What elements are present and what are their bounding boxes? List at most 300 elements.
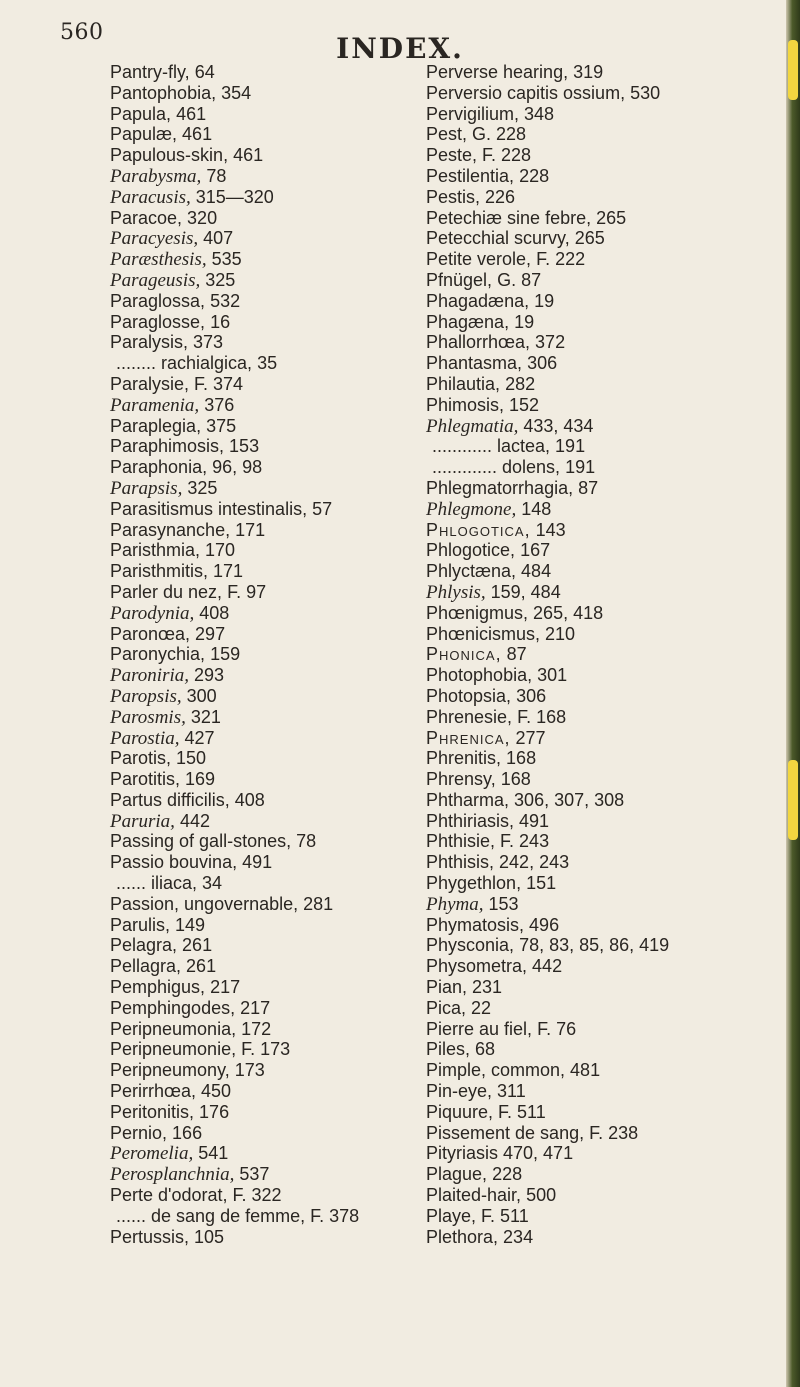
page-reference: 373 — [188, 332, 224, 353]
page-reference: 442 — [527, 956, 563, 977]
index-term: Peripneumony, — [110, 1060, 230, 1081]
index-entry — [110, 1102, 450, 1123]
index-entry — [110, 1143, 450, 1164]
page-reference: 375 — [201, 415, 237, 436]
index-entry — [110, 457, 450, 478]
page-reference: 282 — [500, 373, 536, 394]
index-term: Paramenia, — [110, 394, 200, 416]
index-entry — [426, 998, 766, 1019]
page-reference: 228 — [487, 1164, 523, 1185]
page-reference: 530 — [625, 82, 661, 103]
index-entry — [426, 1060, 766, 1081]
index-term: Phœnigmus, — [426, 602, 529, 623]
page-reference: 300 — [181, 685, 217, 706]
index-term: Partus difficilis, — [110, 789, 230, 810]
page-reference: 442 — [174, 810, 210, 831]
page-reference: 427 — [179, 727, 215, 748]
page-reference: F. 511 — [493, 1101, 546, 1122]
index-term: Parodynia, — [110, 602, 195, 624]
index-entry — [426, 1039, 766, 1060]
index-entry — [426, 520, 766, 541]
index-entry — [110, 208, 450, 229]
index-term: Peripneumonia, — [110, 1018, 237, 1039]
index-entry — [426, 1206, 766, 1227]
index-term: Phlegmatorrhagia, — [426, 477, 574, 498]
page-reference: 311 — [492, 1081, 526, 1102]
index-entry — [426, 686, 766, 707]
page-reference: 306, 307, 308 — [509, 789, 625, 810]
index-term: Paracoe, — [110, 207, 183, 228]
index-entry — [110, 665, 450, 686]
page-reference: 150 — [171, 748, 207, 769]
page-reference: F. 243 — [495, 831, 550, 852]
index-term: Peromelia, — [110, 1143, 194, 1165]
page-reference: 261 — [177, 935, 213, 956]
page-reference: 64 — [189, 62, 215, 82]
page-reference: 433, 434 — [518, 415, 594, 436]
page-reference: 297 — [190, 623, 226, 644]
index-term: Parasynanche, — [110, 519, 231, 540]
index-entry — [110, 582, 450, 603]
page-reference: F. 168 — [512, 706, 567, 727]
index-entry — [110, 790, 450, 811]
index-term: Phrensy, — [426, 769, 496, 790]
index-term: Phonica, — [426, 644, 502, 665]
index-term: Plethora, — [426, 1226, 499, 1247]
index-entry — [110, 374, 450, 395]
index-entry — [110, 83, 450, 104]
page-reference: G. 228 — [467, 124, 527, 145]
index-term: Passing of gall-stones, — [110, 831, 292, 852]
index-entry — [110, 998, 450, 1019]
page-reference: 281 — [298, 893, 334, 914]
index-entry — [426, 977, 766, 998]
index-term: Phlegmone, — [426, 498, 517, 520]
page-reference: 152 — [504, 394, 540, 415]
page-reference: 171 — [230, 519, 266, 540]
index-term: Phallorrhœa, — [426, 332, 531, 353]
page-reference: 151 — [521, 873, 557, 894]
index-term: Paræsthesis, — [110, 249, 207, 271]
index-entry — [110, 915, 450, 936]
index-entry — [426, 915, 766, 936]
page-reference: 408 — [194, 602, 230, 623]
index-term: Paracusis, — [110, 186, 191, 208]
index-term: Philautia, — [426, 373, 501, 394]
index-entry — [110, 124, 450, 145]
index-term: Paristhmitis, — [110, 561, 209, 582]
index-entry — [426, 1143, 766, 1164]
page-reference: 19 — [529, 290, 555, 311]
index-term: Parabysma, — [110, 165, 202, 187]
page-reference: 376 — [199, 394, 235, 415]
index-entry — [426, 291, 766, 312]
index-entry — [426, 166, 766, 187]
page-reference: 78 — [291, 831, 317, 852]
page-reference: 96, 98 — [207, 457, 263, 478]
index-entry — [110, 436, 450, 457]
page-reference: 315—320 — [190, 186, 274, 207]
index-term: Pica, — [426, 997, 467, 1018]
page-reference: 148 — [516, 498, 552, 519]
index-term: Paraplegia, — [110, 415, 202, 436]
index-entry — [426, 1185, 766, 1206]
page-reference: 210 — [540, 623, 576, 644]
page-reference: 217 — [235, 997, 271, 1018]
page-reference: 159 — [205, 644, 241, 665]
page-reference: F. 97 — [222, 581, 267, 602]
index-entry — [426, 187, 766, 208]
index-entry — [110, 686, 450, 707]
index-entry — [110, 187, 450, 208]
index-term: Phygethlon, — [426, 873, 522, 894]
index-entry — [426, 1164, 766, 1185]
index-entry — [110, 1185, 450, 1206]
index-entry — [110, 956, 450, 977]
index-term: Paruria, — [110, 810, 175, 832]
index-term: Physconia, — [426, 935, 515, 956]
index-term: Phthisis, — [426, 852, 495, 873]
index-term: Petechiæ sine febre, — [426, 207, 592, 228]
index-term: Pellagra, — [110, 956, 182, 977]
page-reference: F. 374 — [189, 373, 244, 394]
index-entry — [426, 624, 766, 645]
index-term: ............ lactea, — [432, 436, 551, 457]
index-term: Pemphingodes, — [110, 997, 236, 1018]
index-term: Pantry-fly, — [110, 62, 190, 82]
edge-highlight — [788, 40, 798, 100]
index-term: Phlegmatia, — [426, 415, 519, 437]
page-reference: 293 — [189, 665, 225, 686]
page-reference: 226 — [480, 186, 516, 207]
index-entry — [110, 1081, 450, 1102]
index-entry — [426, 873, 766, 894]
index-term: Paronychia, — [110, 644, 206, 665]
index-entry — [426, 748, 766, 769]
index-term: Phymatosis, — [426, 914, 525, 935]
index-term: Petecchial scurvy, — [426, 228, 570, 249]
page-reference: 461 — [171, 103, 207, 124]
index-entry — [110, 145, 450, 166]
index-term: Pestis, — [426, 186, 481, 207]
page-reference: 217 — [205, 977, 241, 998]
index-entry — [110, 748, 450, 769]
index-term: Phthisie, — [426, 831, 496, 852]
index-entry — [426, 561, 766, 582]
page-reference: G. 87 — [492, 269, 542, 290]
page-edge-binding — [786, 0, 800, 1387]
page-reference: 277 — [510, 727, 546, 748]
page-reference: 265 — [591, 207, 627, 228]
index-entry — [110, 852, 450, 873]
index-term: Paroniria, — [110, 665, 189, 687]
index-term: Phyma, — [426, 893, 484, 915]
index-term: Peste, — [426, 145, 478, 166]
page-reference: 173 — [229, 1060, 265, 1081]
index-term: Photopsia, — [426, 685, 512, 706]
index-entry — [426, 83, 766, 104]
index-entry — [110, 1164, 450, 1185]
index-entry — [426, 1227, 766, 1248]
index-term: Phrenitis, — [426, 748, 502, 769]
index-entry — [110, 977, 450, 998]
index-term: Parler du nez, — [110, 581, 223, 602]
page-reference: 532 — [205, 290, 241, 311]
index-entry — [110, 499, 450, 520]
page-reference: 234 — [498, 1226, 534, 1247]
index-entry — [426, 124, 766, 145]
page-reference: 34 — [197, 873, 223, 894]
index-entry — [426, 790, 766, 811]
index-term: Paropsis, — [110, 685, 182, 707]
index-entry — [426, 270, 766, 291]
page-reference: F. 378 — [305, 1205, 360, 1226]
index-entry — [110, 603, 450, 624]
page-reference: 22 — [466, 997, 492, 1018]
page-reference: 535 — [206, 249, 242, 270]
index-entry — [110, 935, 450, 956]
page-reference: 78, 83, 85, 86, 419 — [514, 935, 670, 956]
index-entry — [426, 728, 766, 749]
page-reference: 16 — [205, 311, 231, 332]
index-entry — [426, 145, 766, 166]
index-entry — [426, 1019, 766, 1040]
index-term: Phlogotica, — [426, 519, 531, 540]
index-term: Pian, — [426, 977, 468, 998]
page-reference: 325 — [182, 477, 218, 498]
page-reference: 321 — [185, 706, 221, 727]
index-entry — [426, 374, 766, 395]
index-entry — [110, 811, 450, 832]
index-entry — [426, 707, 766, 728]
page-reference: 68 — [470, 1039, 496, 1060]
page-reference: 306 — [522, 353, 558, 374]
index-term: Paraglosse, — [110, 311, 206, 332]
page-reference: 171 — [208, 561, 244, 582]
index-term: Pityriasis — [426, 1143, 499, 1164]
page-reference: 537 — [234, 1164, 270, 1185]
index-term: Parosmis, — [110, 706, 186, 728]
index-entry — [110, 270, 450, 291]
index-entry — [110, 1206, 450, 1227]
page-number: 560 — [60, 20, 104, 45]
index-term: Perte d'odorat, — [110, 1185, 228, 1206]
page-reference: 169 — [180, 769, 216, 790]
index-term: ............. dolens, — [432, 457, 561, 478]
index-entry — [110, 561, 450, 582]
index-entry — [426, 1102, 766, 1123]
index-entry — [110, 1060, 450, 1081]
page-reference: 167 — [515, 540, 551, 561]
index-entry — [110, 894, 450, 915]
index-entry — [110, 62, 450, 83]
page-reference: 265 — [569, 228, 605, 249]
index-entry — [110, 873, 450, 894]
index-entry — [110, 769, 450, 790]
page-reference: F. 222 — [531, 249, 586, 270]
index-entry — [110, 624, 450, 645]
page-reference: 461 — [228, 145, 264, 166]
page-reference: 481 — [565, 1060, 601, 1081]
page-reference: 470, 471 — [498, 1143, 574, 1164]
index-term: Playe, — [426, 1205, 477, 1226]
page-reference: 408 — [229, 789, 265, 810]
index-entry — [426, 644, 766, 665]
page-reference: 191 — [550, 436, 586, 457]
index-term: Paracyesis, — [110, 228, 199, 250]
index-term: Phlyctæna, — [426, 561, 517, 582]
page-reference: 19 — [509, 311, 535, 332]
index-entry — [426, 665, 766, 686]
index-entry — [426, 956, 766, 977]
index-term: Parotitis, — [110, 769, 181, 790]
index-term: Paraphonia, — [110, 457, 208, 478]
index-entry — [426, 582, 766, 603]
index-term: Parapsis, — [110, 477, 183, 499]
index-entry — [110, 1123, 450, 1144]
index-term: Pemphigus, — [110, 977, 206, 998]
index-entry — [110, 228, 450, 249]
page-reference: 354 — [216, 82, 252, 103]
index-term: Parotis, — [110, 748, 172, 769]
index-term: Phlysis, — [426, 581, 486, 603]
page-reference: 87 — [501, 644, 527, 665]
index-entry — [110, 395, 450, 416]
index-entry — [426, 332, 766, 353]
index-term: Pimple, common, — [426, 1060, 566, 1081]
page-reference: 231 — [467, 977, 503, 998]
index-term: Phagadæna, — [426, 290, 530, 311]
index-entry — [110, 312, 450, 333]
page-reference: 372 — [530, 332, 566, 353]
index-term: Parulis, — [110, 914, 171, 935]
index-term: Phagæna, — [426, 311, 510, 332]
index-entry — [426, 457, 766, 478]
page-reference: 491 — [237, 852, 273, 873]
index-term: Papulæ, — [110, 124, 178, 145]
page-reference: 450 — [196, 1081, 232, 1102]
index-term: Piles, — [426, 1039, 471, 1060]
index-entry — [426, 1081, 766, 1102]
page-reference: F. 76 — [532, 1018, 577, 1039]
page-reference: 496 — [524, 914, 560, 935]
index-term: ...... iliaca, — [116, 873, 198, 894]
index-entry — [110, 540, 450, 561]
index-term: Phthiriasis, — [426, 810, 515, 831]
index-term: Pfnügel, — [426, 269, 493, 290]
index-term: Perirrhœa, — [110, 1081, 197, 1102]
page-reference: F. 173 — [236, 1039, 291, 1060]
index-entry — [426, 811, 766, 832]
index-entry — [426, 852, 766, 873]
index-term: Pernio, — [110, 1122, 168, 1143]
page-reference: 484 — [516, 561, 552, 582]
index-entry — [110, 249, 450, 270]
index-entry — [110, 291, 450, 312]
page-reference: 320 — [182, 207, 218, 228]
right-index-column — [426, 62, 766, 1247]
index-term: Pissement de sang, — [426, 1122, 585, 1143]
index-term: Phlogotice, — [426, 540, 516, 561]
page-reference: 143 — [530, 519, 566, 540]
index-entry — [426, 395, 766, 416]
index-term: Passio bouvina, — [110, 852, 238, 873]
page-reference: 348 — [519, 103, 555, 124]
index-term: Papulous-skin, — [110, 145, 229, 166]
page-reference: 306 — [511, 685, 547, 706]
index-term: Perosplanchnia, — [110, 1164, 235, 1186]
index-entry — [426, 249, 766, 270]
index-term: Pierre au fiel, — [426, 1018, 533, 1039]
index-term: Photophobia, — [426, 665, 533, 686]
index-entry — [110, 1019, 450, 1040]
index-entry — [110, 353, 450, 374]
page-reference: 301 — [532, 665, 568, 686]
index-entry — [110, 1227, 450, 1248]
index-entry — [110, 166, 450, 187]
page-reference: 78 — [201, 165, 227, 186]
page-reference: 168 — [501, 748, 537, 769]
index-entry — [110, 707, 450, 728]
page-reference: 541 — [193, 1143, 229, 1164]
index-term: Parageusis, — [110, 269, 201, 291]
index-term: Peripneumonie, — [110, 1039, 237, 1060]
index-entry — [426, 831, 766, 852]
index-entry — [426, 416, 766, 437]
index-term: Piquure, — [426, 1101, 494, 1122]
index-term: Pestilentia, — [426, 165, 515, 186]
index-entry — [110, 644, 450, 665]
index-entry — [426, 62, 766, 83]
page-reference: 57 — [307, 498, 333, 519]
page-reference: 461 — [177, 124, 213, 145]
index-term: Paralysie, — [110, 373, 190, 394]
page-reference: 35 — [252, 353, 278, 374]
page-reference: 176 — [194, 1101, 230, 1122]
index-term: Perverse hearing, — [426, 62, 569, 82]
index-term: Pervigilium, — [426, 103, 520, 124]
index-term: Plague, — [426, 1164, 488, 1185]
page-reference: 191 — [560, 457, 596, 478]
page-reference: 228 — [514, 165, 550, 186]
index-entry — [426, 935, 766, 956]
page-reference: 500 — [521, 1185, 557, 1206]
index-entry — [426, 353, 766, 374]
index-term: Petite verole, — [426, 249, 532, 270]
page-reference: 153 — [224, 436, 260, 457]
index-term: Paralysis, — [110, 332, 189, 353]
index-entry — [426, 436, 766, 457]
index-term: Paristhmia, — [110, 540, 201, 561]
index-term: Plaited-hair, — [426, 1185, 522, 1206]
page-title: INDEX. — [336, 32, 464, 65]
index-term: Physometra, — [426, 956, 528, 977]
index-entry — [426, 478, 766, 499]
page-reference: 170 — [200, 540, 236, 561]
page-reference: 159, 484 — [485, 581, 561, 602]
index-term: Pin-eye, — [426, 1081, 493, 1102]
page-reference: 319 — [568, 62, 604, 82]
index-term: Phrenica, — [426, 727, 511, 748]
index-entry — [110, 104, 450, 125]
page-reference: 153 — [483, 893, 519, 914]
page-reference: 242, 243 — [494, 852, 570, 873]
index-entry — [426, 208, 766, 229]
page-reference: 261 — [181, 956, 217, 977]
page-reference: F. 228 — [477, 145, 532, 166]
page-reference: 168 — [495, 769, 531, 790]
index-term: Pest, — [426, 124, 468, 145]
